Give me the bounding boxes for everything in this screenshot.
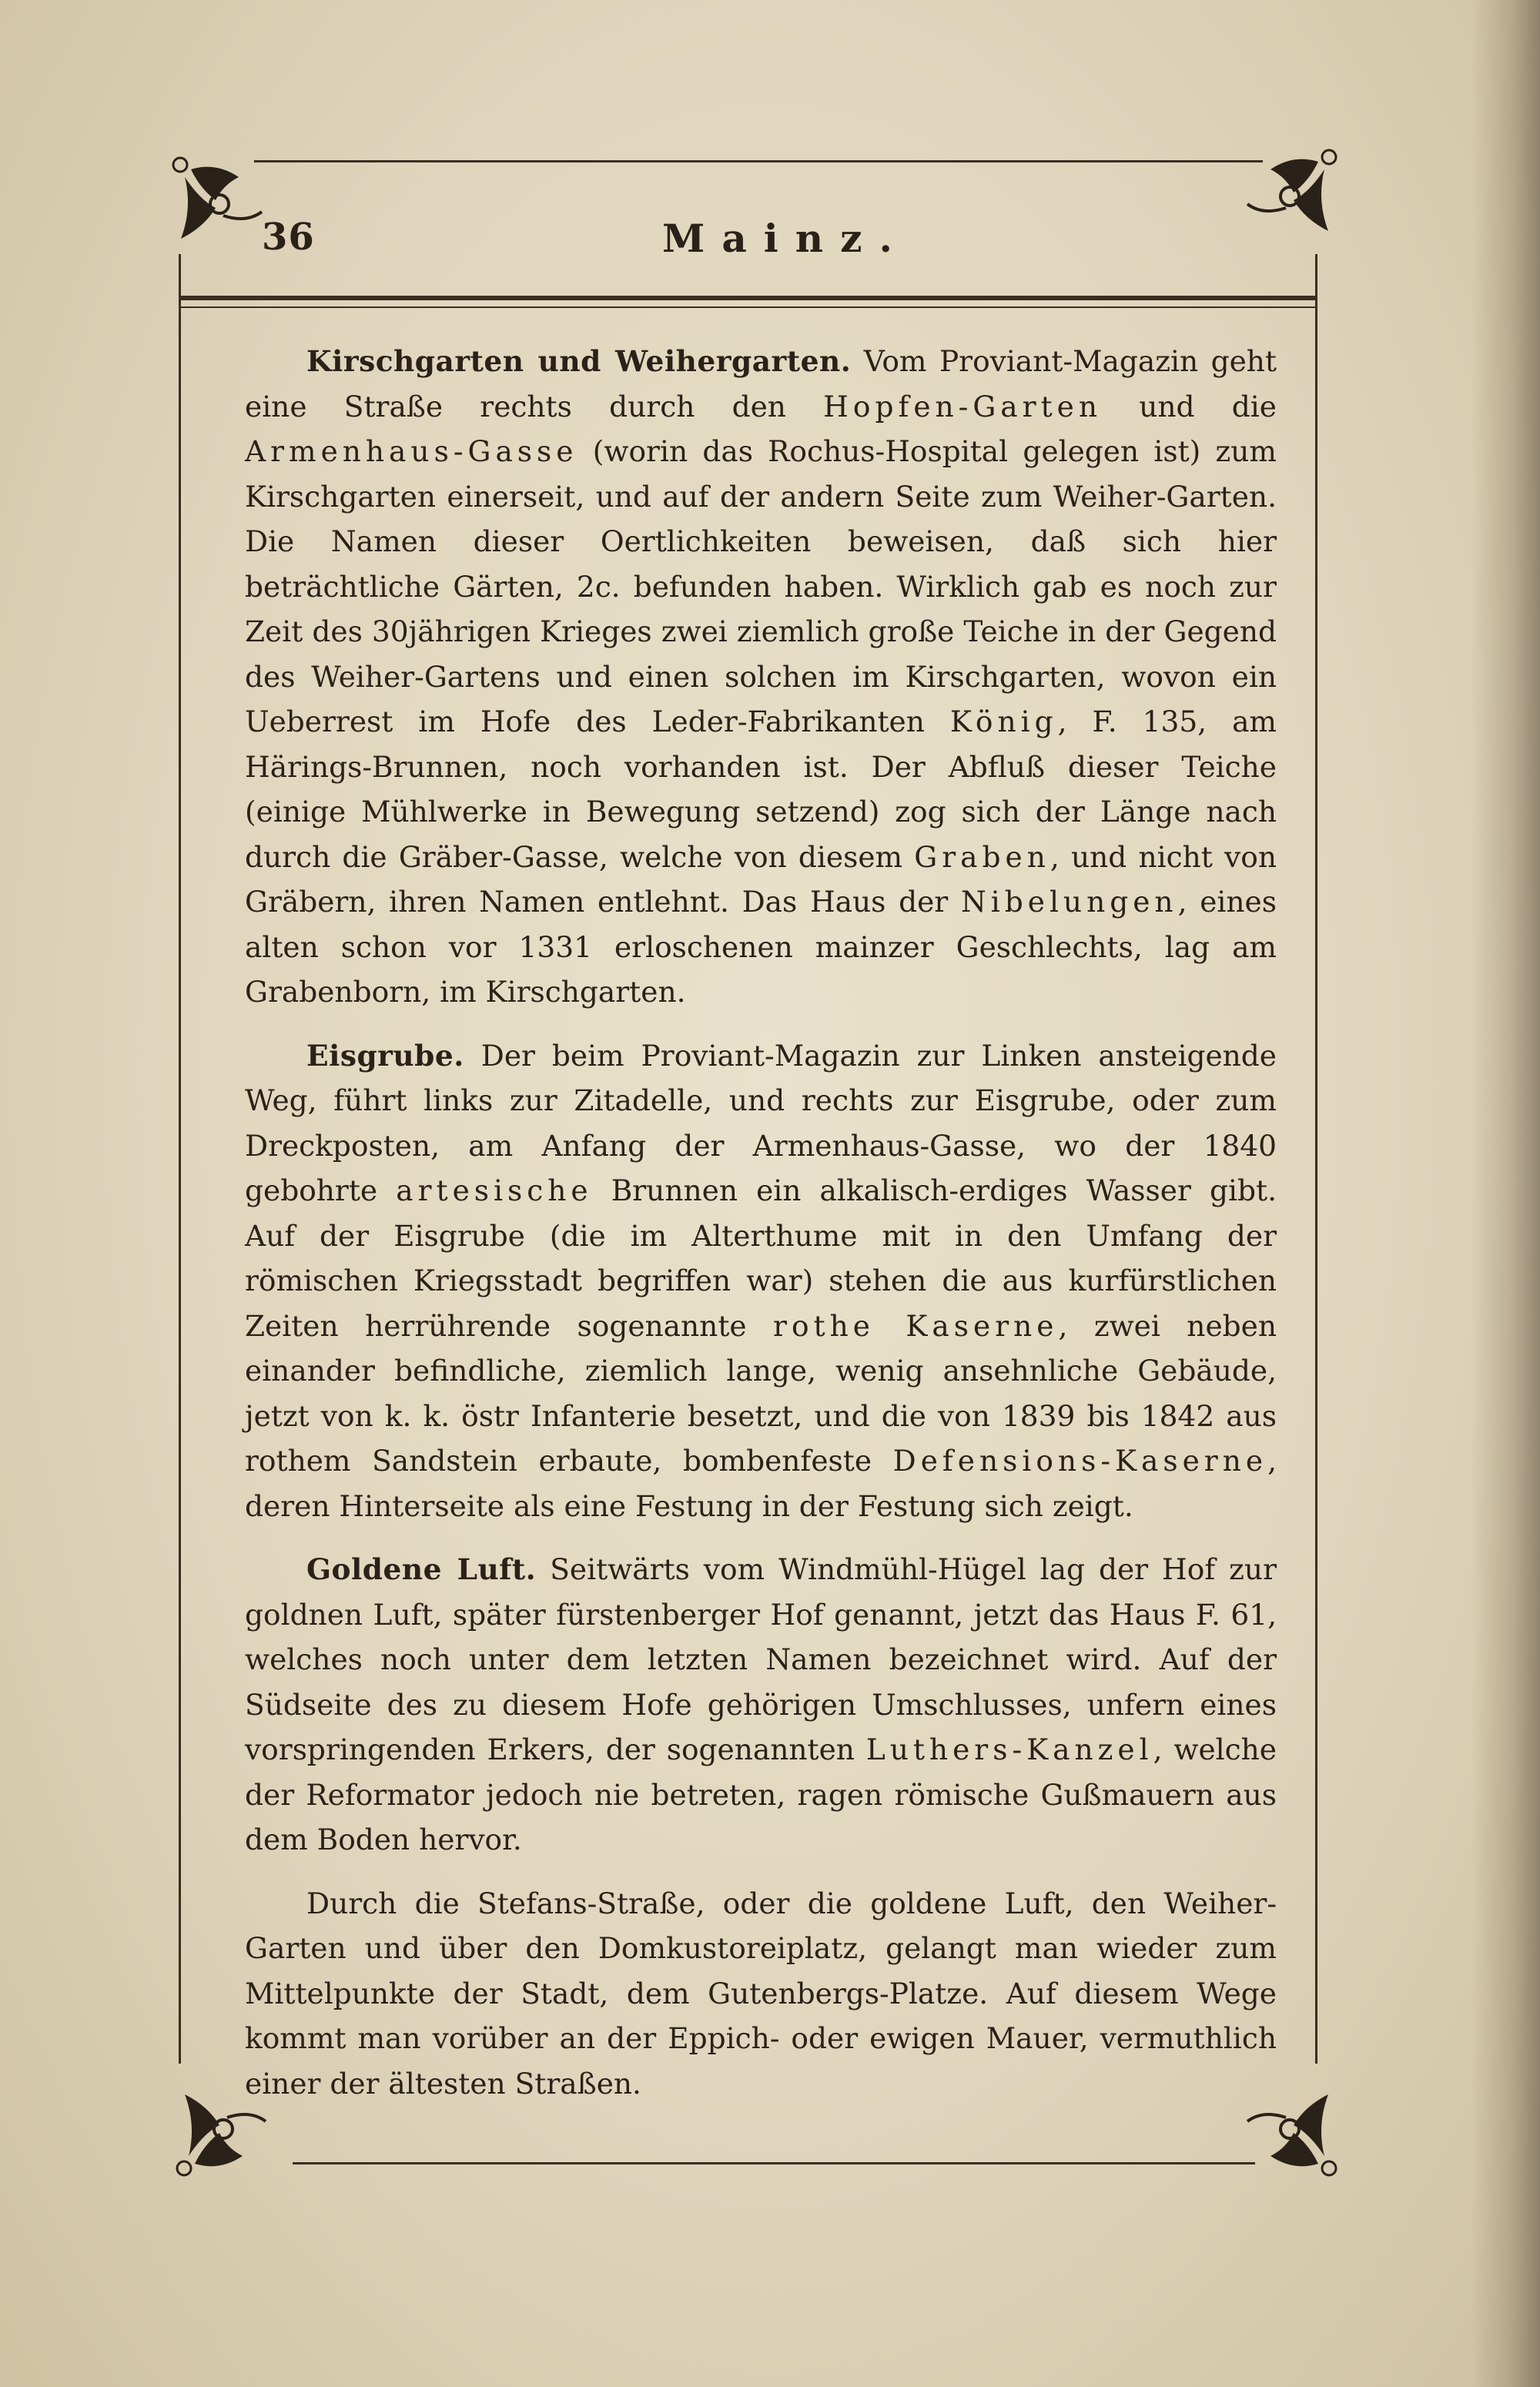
paragraph-heading: Kirschgarten und Weihergarten. bbox=[306, 344, 852, 378]
page-header bbox=[262, 216, 1309, 277]
page-edge-shadow bbox=[1471, 0, 1540, 2387]
text-run: , welche der Reformator jedoch nie betreten, ragen römische Gußmauern aus dem Boden hervor. bbox=[245, 1732, 1277, 1856]
paragraph bbox=[245, 1547, 1277, 1863]
text-run: Vom Proviant-Magazin geht eine Straße rechts durch den bbox=[245, 344, 1277, 424]
spaced-term: König bbox=[949, 705, 1058, 738]
spaced-term: Nibelungen bbox=[960, 885, 1178, 919]
frame-right-line bbox=[1315, 254, 1317, 2064]
paragraph-heading: Goldene Luft. bbox=[306, 1552, 537, 1586]
spaced-term: Luthers-Kanzel bbox=[865, 1732, 1153, 1766]
text-run: Brunnen ein alkalisch-erdiges Wasser gibt. Auf der Eisgrube (die im Alterthume mit in den Umfang der römischen Kriegsstadt begriffen war) stehen die aus kurfürstlichen Zeiten herrührende sogenannte bbox=[245, 1173, 1277, 1343]
frame-bottom-line bbox=[293, 2162, 1255, 2164]
body-text bbox=[245, 339, 1277, 2106]
text-run: , eines alten schon vor 1331 erloschenen mainzer Geschlechts, lag am Grabenborn, im Kirschgarten. bbox=[245, 885, 1277, 1009]
spaced-term: Defensions-Kaserne bbox=[892, 1444, 1268, 1478]
text-run: Seitwärts vom Windmühl-Hügel lag der Hof zur goldnen Luft, später fürstenberger Hof genannt, jetzt das Haus F. 61, welches noch unter dem letzten Namen bezeichnet wird. Auf der Südseite des zu diesem Hofe gehörigen Umschlusses, unfern eines vorspringenden Erkers, der sogenannten bbox=[245, 1552, 1277, 1766]
header-rule bbox=[179, 296, 1317, 300]
frame-top-line bbox=[254, 160, 1263, 162]
text-run: Durch die Stefans-Straße, oder die goldene Luft, den Weiher-Garten und über den Domkustoreiplatz, gelangt man wieder zum Mittelpunkte der Stadt, dem Gutenbergs-Platze. Auf diesem Wege kommt man vorüber an der Eppich- oder ewigen Mauer, vermuthlich einer der ältesten Straßen. bbox=[245, 1886, 1277, 2101]
frame-left-line bbox=[179, 254, 181, 2064]
text-run: , F. 135, am Härings-Brunnen, noch vorhanden ist. Der Abfluß dieser Teiche (einige Mühlwerke in Bewegung setzend) zog sich der Länge nach durch die Gräber-Gasse, welche von diesem bbox=[245, 705, 1277, 874]
spaced-term: Hopfen-Garten bbox=[823, 389, 1103, 424]
text-run: Der beim Proviant-Magazin zur Linken ansteigende Weg, führt links zur Zitadelle, und rechts zur Eisgrube, oder zum Dreckposten, am Anfang der Armenhaus-Gasse, wo der 1840 gebohrte bbox=[245, 1038, 1277, 1207]
paragraph bbox=[245, 339, 1277, 1015]
running-title: Mainz. bbox=[662, 216, 909, 261]
spaced-term: Armenhaus-Gasse bbox=[245, 434, 578, 468]
text-run: , und nicht von Gräbern, ihren Namen entlehnt. Das Haus der bbox=[245, 839, 1277, 919]
header-rule-thin bbox=[179, 306, 1317, 308]
text-run: , deren Hinterseite als eine Festung in der Festung sich zeigt. bbox=[245, 1444, 1277, 1523]
spaced-term: artesische bbox=[396, 1173, 593, 1207]
spaced-term: Graben bbox=[914, 839, 1050, 874]
paragraph-heading: Eisgrube. bbox=[306, 1038, 464, 1073]
text-run: und die bbox=[1102, 389, 1277, 424]
paragraph bbox=[245, 1033, 1277, 1529]
text-run: (worin das Rochus-Hospital gelegen ist) zum Kirschgarten einerseit, und auf der andern Seite zum Weiher-Garten. Die Namen dieser Oertlichkeiten beweisen, daß sich hier beträchtliche Gärten, 2c. befunden haben. Wirklich gab es noch zur Zeit des 30jährigen Krieges zwei ziemlich große Teiche in der Gegend des Weiher-Gartens und einen solchen im Kirschgarten, wovon ein Ueberrest im Hofe des Leder-Fabrikanten bbox=[245, 434, 1277, 738]
paragraph bbox=[245, 1881, 1277, 2107]
corner-ornament-top-left bbox=[169, 154, 277, 262]
spaced-term: rothe Kaserne bbox=[773, 1308, 1059, 1343]
text-run: , zwei neben einander befindliche, ziemlich lange, wenig ansehnliche Gebäude, jetzt von k. k. östr Infanterie besetzt, und die von 1839 bis 1842 aus rothem Sandstein erbaute, bombenfeste bbox=[245, 1308, 1277, 1478]
page-number: 36 bbox=[262, 216, 315, 259]
